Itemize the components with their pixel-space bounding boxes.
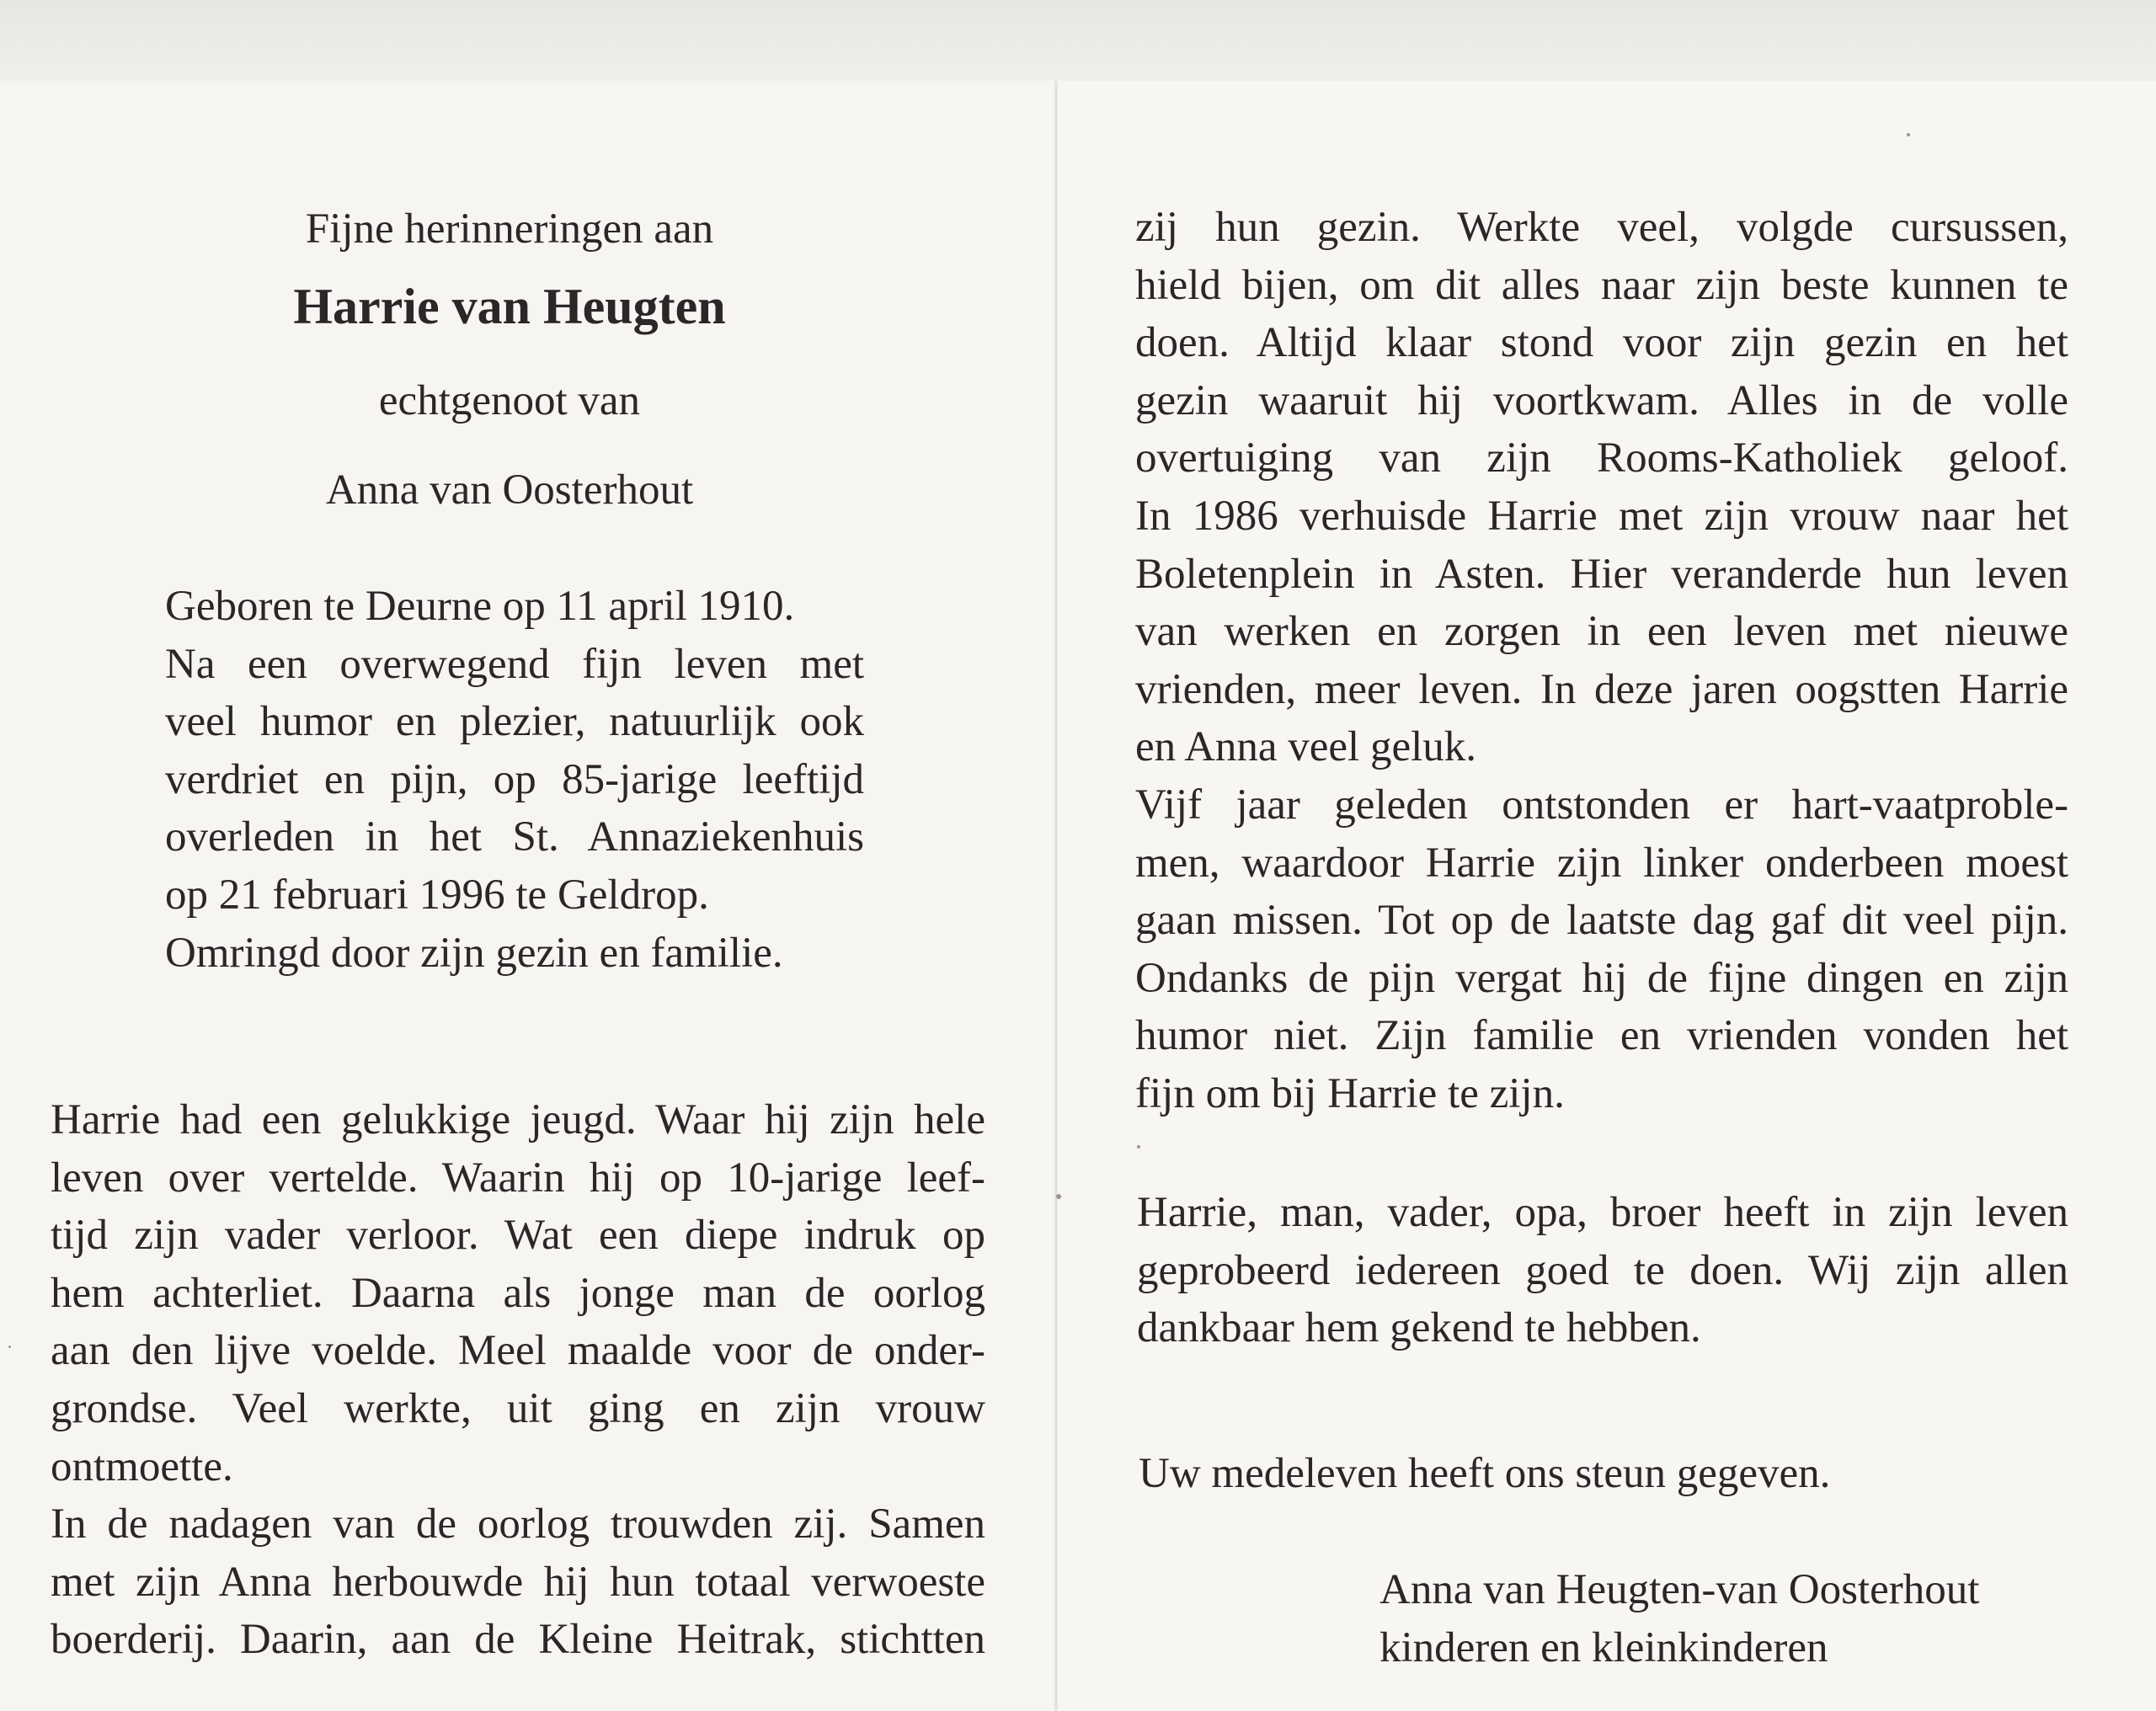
story-line: met zijn Anna herbouwde hij hun totaal verwoeste (51, 1558, 985, 1606)
story-line: en Anna veel geluk. (1135, 723, 1477, 771)
birth-line: Na een overwegend fijn leven met (165, 640, 864, 688)
scan-top-margin (0, 0, 2156, 81)
scan-speck (1907, 133, 1910, 136)
story-line: In de nadagen van de oorlog trouwden zij. Samen (51, 1500, 985, 1548)
story-line: In 1986 verhuisde Harrie met zijn vrouw naar het (1135, 492, 2068, 540)
closing-line: geprobeerd iedereen goed te doen. Wij zijn allen (1137, 1246, 2068, 1294)
story-line: vrienden, meer leven. In deze jaren oogstten Harrie (1135, 665, 2068, 713)
closing-line: Harrie, man, vader, opa, broer heeft in zijn leven (1137, 1189, 2068, 1236)
closing-paragraph (1137, 1184, 2068, 1357)
story-line: boerderij. Daarin, aan de Kleine Heitrak, stichtten (51, 1616, 985, 1664)
birth-line: op 21 februari 1996 te Geldrop. (165, 871, 709, 919)
scan-speck (1137, 1145, 1140, 1149)
birth-line: veel humor en plezier, natuurlijk ook (165, 698, 864, 746)
story-line: fijn om bij Harrie te zijn. (1135, 1069, 1565, 1117)
life-story-right (1135, 199, 2068, 1123)
thanks-line: Uw medeleven heeft ons steun gegeven. (1139, 1450, 1831, 1497)
deceased-name: Harrie van Heugten (293, 279, 726, 334)
birth-paragraph (165, 578, 864, 982)
story-line: leven over vertelde. Waarin hij op 10-jarige leef- (51, 1154, 985, 1202)
story-line: humor niet. Zijn familie en vrienden vonden het (1135, 1012, 2068, 1060)
birth-line: overleden in het St. Annaziekenhuis (165, 813, 864, 861)
scan-speck (8, 1346, 11, 1348)
story-line: aan den lijve voelde. Meel maalde voor de onder- (51, 1327, 985, 1375)
story-line: doen. Altijd klaar stond voor zijn gezin en het (1135, 319, 2068, 367)
story-line: grondse. Veel werkte, uit ging en zijn vrouw (51, 1384, 985, 1432)
story-line: Ondanks de pijn vergat hij de fijne dingen en zijn (1135, 954, 2068, 1002)
intro-heading: Fijne herinneringen aan (305, 205, 714, 253)
story-line: tijd zijn vader verloor. Wat een diepe indruk op (51, 1212, 985, 1260)
story-line: men, waardoor Harrie zijn linker onderbeen moest (1135, 839, 2068, 887)
story-line: zij hun gezin. Werkte veel, volgde cursussen, (1135, 204, 2068, 251)
signature-line: Anna van Heugten-van Oosterhout (1380, 1566, 1980, 1613)
birth-line: verdriet en pijn, op 85-jarige leeftijd (165, 755, 864, 803)
birth-line: Geboren te Deurne op 11 april 1910. (165, 583, 795, 630)
signature-line: kinderen en kleinkinderen (1380, 1623, 1828, 1671)
scan-speck (1056, 1194, 1061, 1199)
spouse-label: echtgenoot van (378, 377, 641, 424)
story-line: hem achterliet. Daarna als jonge man de oorlog (51, 1269, 985, 1317)
closing-line: dankbaar hem gekend te hebben. (1137, 1304, 1701, 1352)
story-line: Harrie had een gelukkige jeugd. Waar hij zijn hele (51, 1096, 985, 1143)
card-fold (1054, 81, 1058, 1711)
story-line: gaan missen. Tot op de laatste dag gaf dit veel pijn. (1135, 897, 2068, 945)
life-story-left (51, 1091, 985, 1669)
spouse-name: Anna van Oosterhout (325, 466, 694, 514)
story-line: Boletenplein in Asten. Hier veranderde hun leven (1135, 550, 2068, 598)
birth-line: Omringd door zijn gezin en familie. (165, 929, 783, 977)
story-line: hield bijen, om dit alles naar zijn beste kunnen te (1135, 261, 2068, 309)
story-line: overtuiging van zijn Rooms-Katholiek geloof. (1135, 434, 2068, 482)
story-line: gezin waaruit hij voortkwam. Alles in de volle (1135, 376, 2068, 424)
signature (1380, 1561, 1979, 1676)
story-line: Vijf jaar geleden ontstonden er hart-vaatproble- (1135, 781, 2068, 829)
story-line: ontmoette. (51, 1442, 233, 1490)
story-line: van werken en zorgen in een leven met nieuwe (1135, 608, 2068, 656)
